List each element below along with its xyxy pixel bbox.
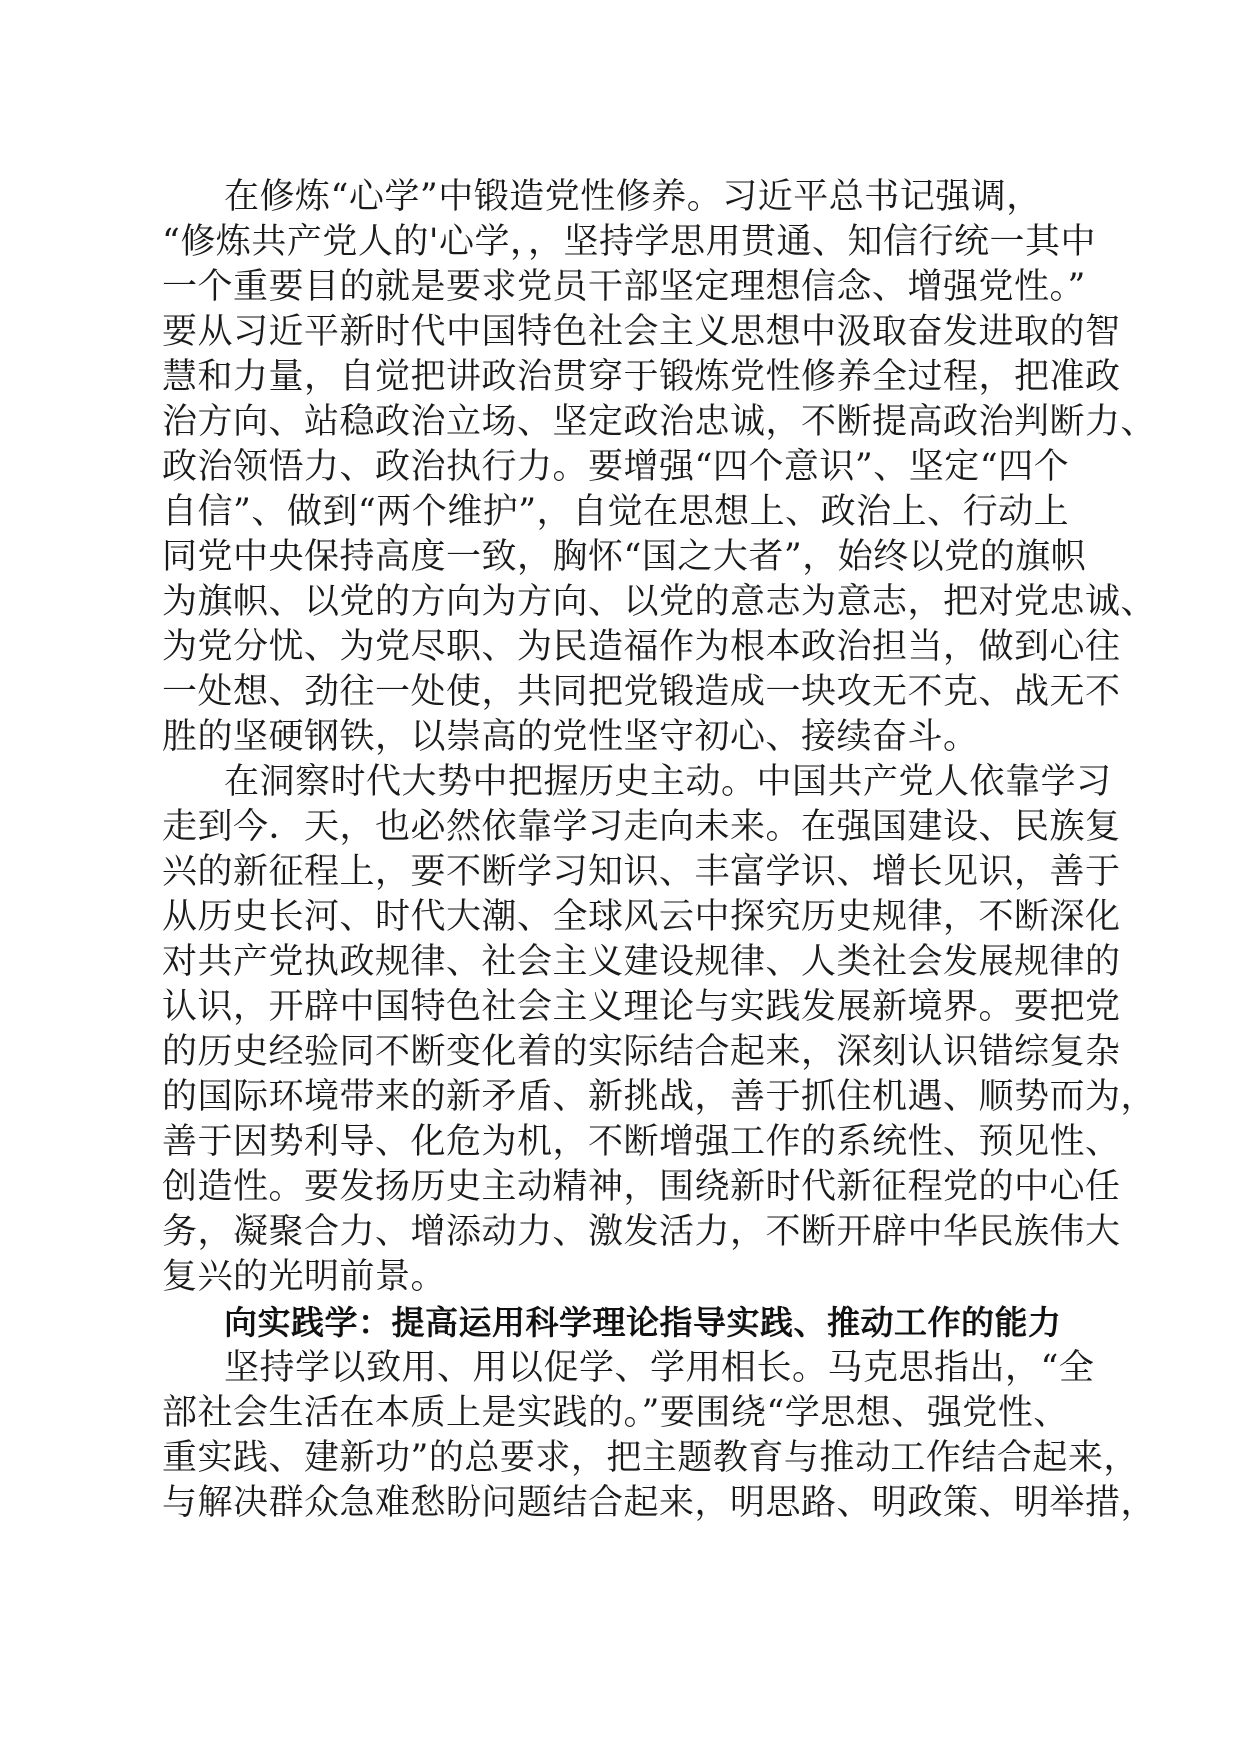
- paragraph-1-line-4: 要从习近平新时代中国特色社会主义思想中汲取奋发进取的智: [162, 312, 1121, 352]
- paragraph-1-line-9: 同党中央保持高度一致，胸怀“国之大者”，始终以党的旗帜: [162, 537, 1087, 577]
- paragraph-1-line-10: 为旗帜、以党的方向为方向、以党的意志为意志，把对党忠诚、: [162, 582, 1157, 622]
- paragraph-2-line-12: 复兴的光明前景。: [162, 1257, 447, 1297]
- paragraph-1-line-3: 一个重要目的就是要求党员干部坚定理想信念、增强党性。”: [162, 267, 1086, 307]
- paragraph-2-line-4: 从历史长河、时代大潮、全球风云中探究历史规律，不断深化: [162, 897, 1121, 937]
- paragraph-1-line-13: 胜的坚硬钢铁，以崇高的党性坚守初心、接续奋斗。: [162, 717, 979, 757]
- paragraph-1-line-2: “修炼共产党人的'心学，，坚持学思用贯通、知信行统一其中: [162, 222, 1097, 262]
- paragraph-1-line-8: 自信”、做到“两个维护”，自觉在思想上、政治上、行动上: [162, 492, 1070, 532]
- paragraph-3-line-1: 坚持学以致用、用以促学、学用相长。马克思指出，“全: [224, 1348, 1095, 1388]
- paragraph-2-line-10: 创造性。要发扬历史主动精神，围绕新时代新征程党的中心任: [162, 1167, 1121, 1207]
- paragraph-1-line-12: 一处想、劲往一处使，共同把党锻造成一块攻无不克、战无不: [162, 672, 1121, 712]
- paragraph-2-line-9: 善于因势利导、化危为机，不断增强工作的系统性、预见性、: [162, 1122, 1121, 1162]
- paragraph-3-line-2: 部社会生活在本质上是实践的。”要围绕“学思想、强党性、: [162, 1393, 1069, 1433]
- paragraph-1-line-7: 政治领悟力、政治执行力。要增强“四个意识”、坚定“四个: [162, 447, 1070, 487]
- paragraph-2-line-5: 对共产党执政规律、社会主义建设规律、人类社会发展规律的: [162, 942, 1121, 982]
- paragraph-2-line-11: 务，凝聚合力、增添动力、激发活力，不断开辟中华民族伟大: [162, 1212, 1121, 1252]
- paragraph-3-line-3: 重实践、建新功”的总要求，把主题教育与推动工作结合起来，: [162, 1438, 1139, 1478]
- section-heading: 向实践学：提高运用科学理论指导实践、推动工作的能力: [224, 1303, 1062, 1342]
- paragraph-2-line-3: 兴的新征程上，要不断学习知识、丰富学识、增长见识，善于: [162, 852, 1121, 892]
- paragraph-2-line-1: 在洞察时代大势中把握历史主动。中国共产党人依靠学习: [224, 762, 1112, 802]
- paragraph-1-line-11: 为党分忧、为党尽职、为民造福作为根本政治担当，做到心往: [162, 627, 1121, 667]
- paragraph-2-line-7: 的历史经验同不断变化着的实际结合起来，深刻认识错综复杂: [162, 1032, 1121, 1072]
- paragraph-1-line-5: 慧和力量，自觉把讲政治贯穿于锻炼党性修养全过程，把准政: [162, 357, 1121, 397]
- paragraph-2-line-8: 的国际环境带来的新矛盾、新挑战，善于抓住机遇、顺势而为，: [162, 1077, 1157, 1117]
- paragraph-1-line-1: 在修炼“心学”中锻造党性修养。习近平总书记强调，: [224, 177, 1042, 217]
- paragraph-2-line-2: 走到今．天，也必然依靠学习走向未来。在强国建设、民族复: [162, 807, 1121, 847]
- paragraph-3-line-4: 与解决群众急难愁盼问题结合起来，明思路、明政策、明举措，: [162, 1483, 1157, 1523]
- paragraph-1-line-6: 治方向、站稳政治立场、坚定政治忠诚，不断提高政治判断力、: [162, 402, 1157, 442]
- paragraph-2-line-6: 认识，开辟中国特色社会主义理论与实践发展新境界。要把党: [162, 987, 1121, 1027]
